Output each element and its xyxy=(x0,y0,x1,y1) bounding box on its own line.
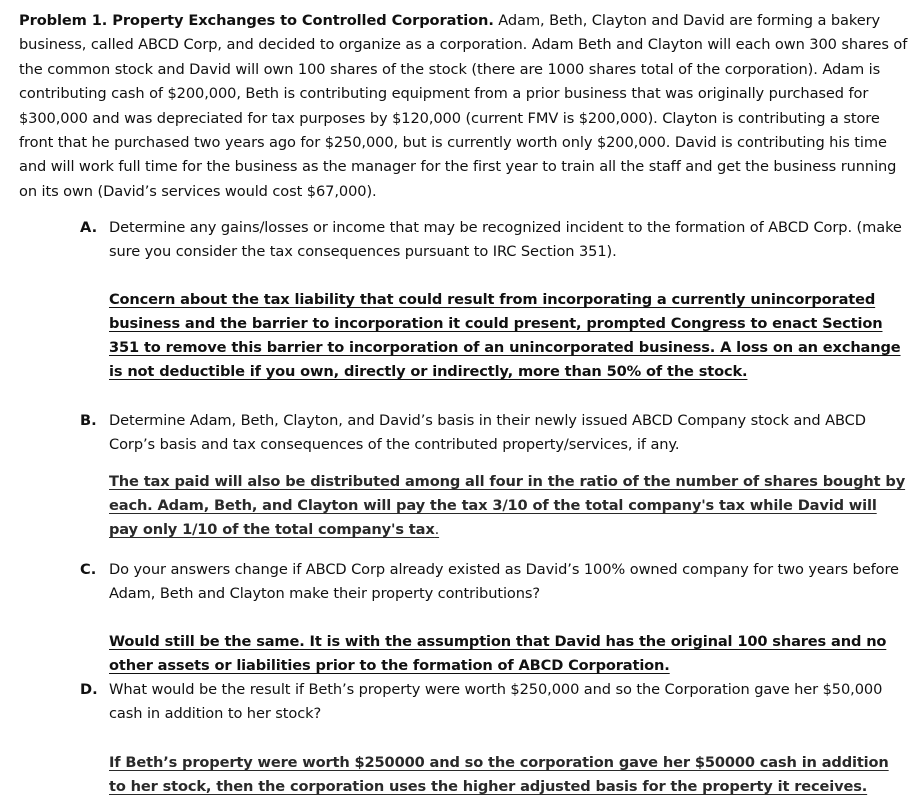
question-a-label: A. xyxy=(80,219,98,236)
answer-b xyxy=(109,470,909,542)
answer-a: Concern about the tax liability that could result from incorporating a currently unincorporated business and the barrier to incorporation it could present, prompted Congress to enact Section 351 to remove this barrier to incorporation of an unincorporated business. A loss on an exchange is not deductible if you own, directly or indirectly, more than 50% of the stock. xyxy=(109,291,901,380)
answer-b-text: The tax paid will also be distributed among all four in the ratio of the number of shares bought by each. Adam, Beth, and Clayton will pay the tax 3/10 of the total company's tax while David will pay only 1/10 of the total company's tax xyxy=(109,473,906,538)
question-d-text: What would be the result if Beth’s property were worth $250,000 and so the Corporation gave her $50,000 cash in addition to her stock? xyxy=(109,681,883,722)
question-a-text: Determine any gains/losses or income that may be recognized incident to the formation of ABCD Corp. (make sure you consider the tax consequences pursuant to IRC Section 351). xyxy=(109,219,902,260)
problem-title: Problem 1. Property Exchanges to Controlled Corporation. xyxy=(19,12,494,29)
answer-d: If Beth’s property were worth $250000 and so the corporation gave her $50000 cash in addition to her stock, then the corporation uses the higher adjusted basis for the property it receives. xyxy=(109,754,889,795)
question-b-text: Determine Adam, Beth, Clayton, and David’s basis in their newly issued ABCD Company stock and ABCD Corp’s basis and tax consequences of the contributed property/services, if any. xyxy=(109,412,866,453)
answer-b-period: . xyxy=(434,521,440,538)
question-b-label: B. xyxy=(80,412,97,429)
problem-body: Adam, Beth, Clayton and David are forming a bakery business, called ABCD Corp, and decided to organize as a corporation. Adam Beth and Clayton will each own 300 shares of the common stock and David will own 100 shares of the stock (there are 1000 shares total of the corporation). Adam is contributing cash of $200,000, Beth is contributing equipment from a prior business that was originally purchased for $300,000 and was depreciated for tax purposes by $120,000 (current FMV is $200,000). Clayton is contributing a store front that he purchased two years ago for $250,000, but is currently worth only $200,000. David is contributing his time and will work full time for the business as the manager for the first year to train all the staff and get the business running on its own (David’s services would cost $67,000). xyxy=(19,12,908,200)
question-c-text: Do your answers change if ABCD Corp already existed as David’s 100% owned company for two years before Adam, Beth and Clayton make their property contributions? xyxy=(109,561,899,602)
problem-statement xyxy=(19,9,911,204)
question-c-label: C. xyxy=(80,561,97,578)
answer-c: Would still be the same. It is with the assumption that David has the original 100 shares and no other assets or liabilities prior to the formation of ABCD Corporation. xyxy=(109,633,887,674)
question-d-label: D. xyxy=(80,681,98,698)
